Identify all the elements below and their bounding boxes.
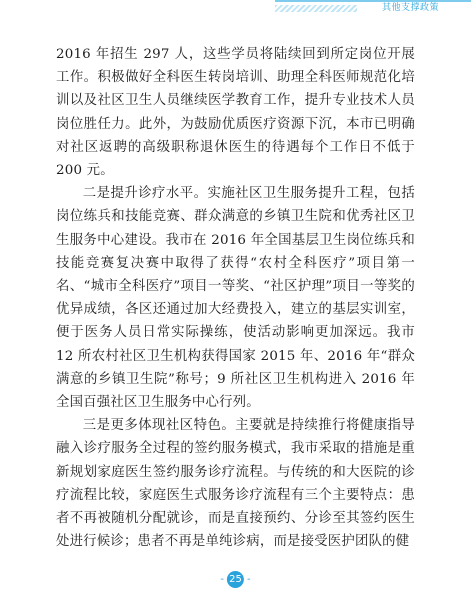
- page-number: [220, 571, 250, 588]
- header-stripe-decoration: [275, 5, 357, 12]
- running-header: [275, 0, 471, 14]
- section-title: 其他支撑政策: [378, 2, 443, 14]
- page-number-suffix: -: [247, 574, 251, 585]
- paragraph-continued: 2016 年招生 297 人，这些学员将陆续回到所定岗位开展工作。积极做好全科医生转岗培训、助理全科医师规范化培训以及社区卫生人员继续医学教育工作，提升专业技术人员岗位胜任力。此外，为鼓励优质医疗资源下沉，本市已明确对社区返聘的高级职称退休医生的待遇每个工作日不低于 200 元。: [56, 47, 415, 179]
- body-text: [56, 43, 415, 553]
- paragraph-community-features: 三是更多体现社区特色。主要就是持续推行将健康指导融入诊疗服务全过程的签约服务模式，我市采取的措施是重新规划家庭医生签约服务诊疗流程。与传统的和大医院的诊疗流程比较，家庭医生式服务诊疗流程有三个主要特点：患者不再被随机分配就诊，而是直接预约、分诊至其签约医生处进行候诊；患者不再是单纯诊病，而是接受医护团队的健: [56, 418, 415, 550]
- page-number-prefix: -: [220, 574, 224, 585]
- header-end-gap: [453, 5, 461, 12]
- page-number-badge: 25: [227, 571, 244, 588]
- paragraph-diagnosis-level: 二是提升诊疗水平。实施社区卫生服务提升工程，包括岗位练兵和技能竞赛、群众满意的乡镇卫生院和优秀社区卫生服务中心建设。我市在 2016 年全国基层卫生岗位练兵和技能竞赛复决赛中取得了获得“农村全科医疗”项目第一名、“城市全科医疗”项目一等奖、“社区护理”项目一等奖的优异成绩，各区还通过加大经费投入，建立的基层实训室，便于医务人员日常实际操练，使活动影响更加深远。我市 12 所农村社区卫生机构获得国家 2015 年、2016 年“群众满意的乡镇卫生院”称号；9 所社区卫生机构进入 2016 年全国百强社区卫生服务中心行列。: [56, 186, 415, 411]
